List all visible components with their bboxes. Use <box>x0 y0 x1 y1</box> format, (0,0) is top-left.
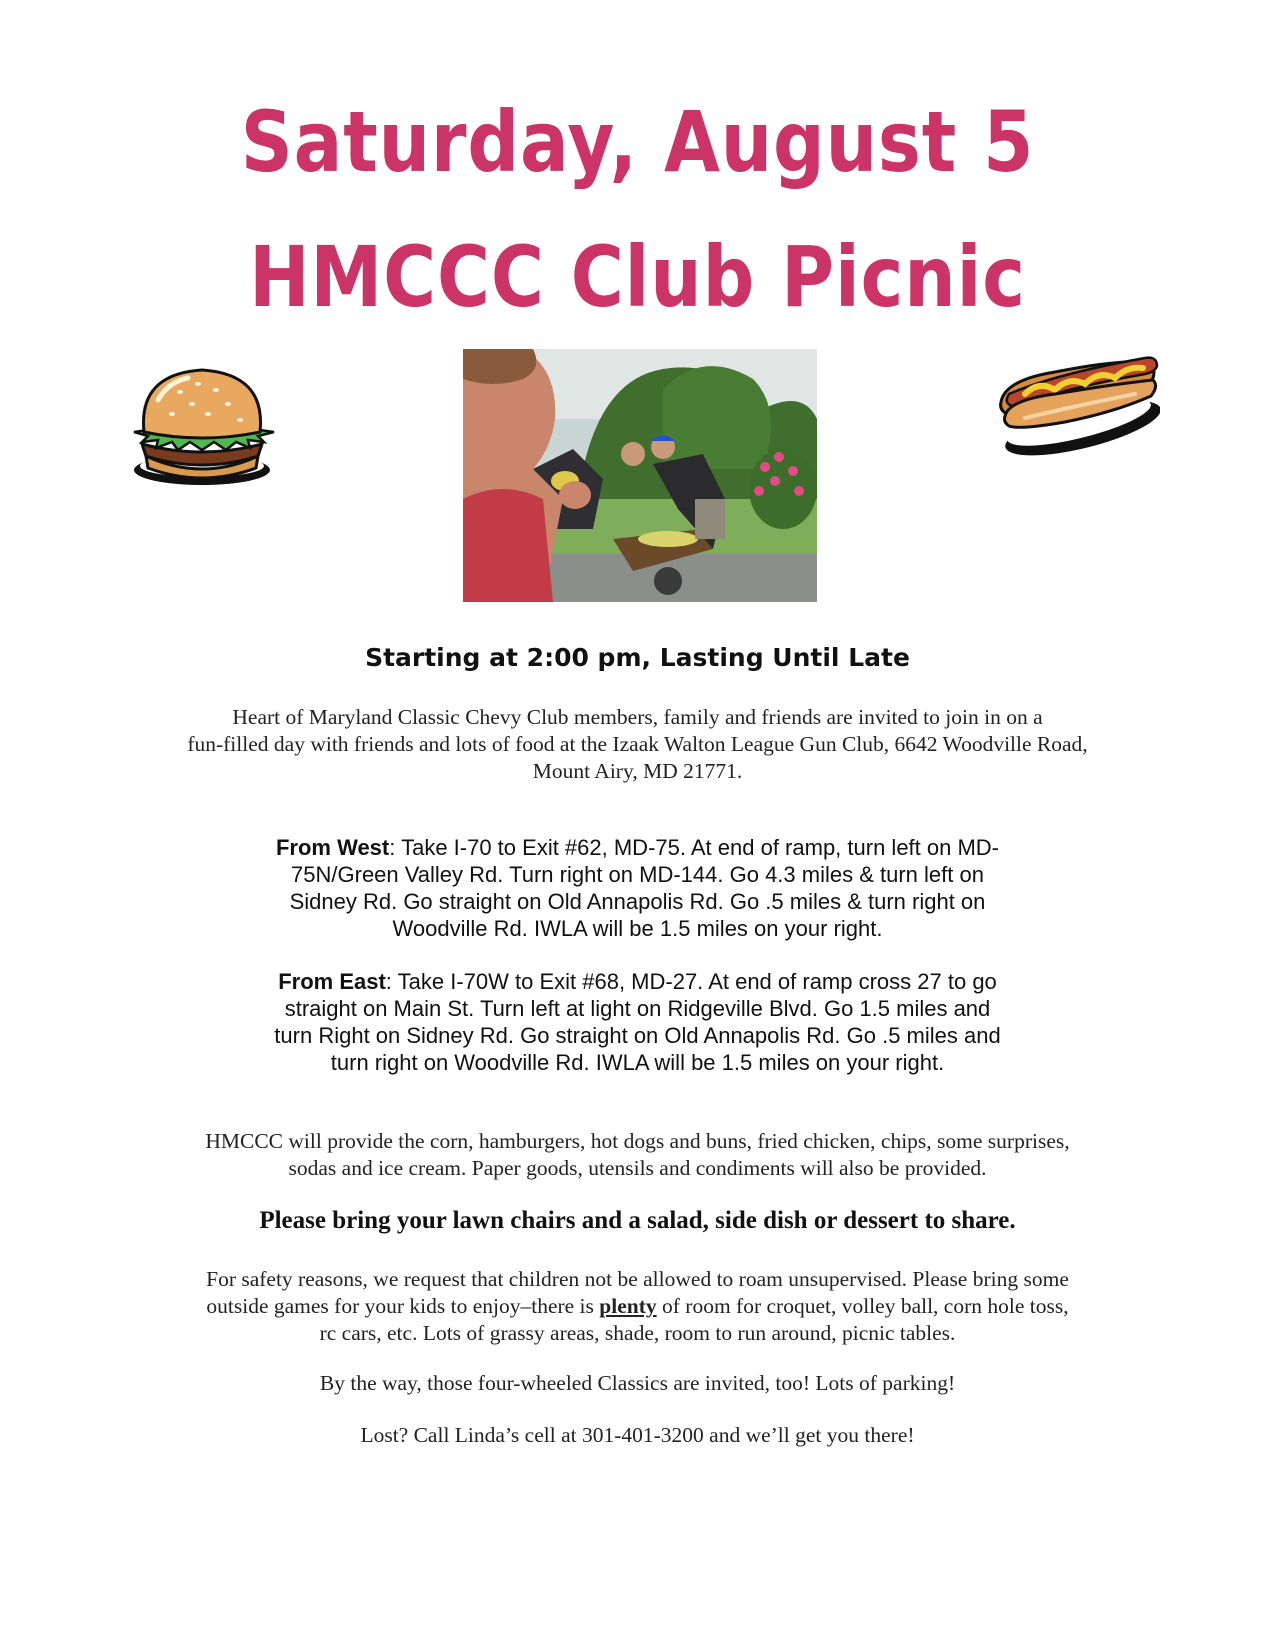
directions-from-west <box>200 834 1075 942</box>
heading-date: Saturday, August 5 <box>240 93 1035 191</box>
heading-event: HMCCC Club Picnic <box>249 228 1026 326</box>
directions-line: Woodville Rd. IWLA will be 1.5 miles on your right. <box>392 916 883 941</box>
hamburger-icon <box>128 360 280 498</box>
directions-line: 75N/Green Valley Rd. Turn right on MD-144. Go 4.3 miles & turn left on <box>291 862 984 887</box>
directions-line: turn Right on Sidney Rd. Go straight on Old Annapolis Rd. Go .5 miles and <box>274 1023 1001 1048</box>
directions-east-label: From East <box>278 969 386 994</box>
intro-line: fun-filled day with friends and lots of food at the Izaak Walton League Gun Club, 6642 Woodville Road, <box>187 732 1088 756</box>
safety-line <box>110 1293 1165 1320</box>
lost-contact-line: Lost? Call Linda’s cell at 301-401-3200 and we’ll get you there! <box>360 1423 915 1447</box>
directions-east-text: : Take I-70W to Exit #68, MD-27. At end of ramp cross 27 to go <box>385 969 997 994</box>
by-the-way-line: By the way, those four-wheeled Classics are invited, too! Lots of parking! <box>319 1371 956 1395</box>
directions-line: straight on Main St. Turn left at light on Ridgeville Blvd. Go 1.5 miles and <box>284 996 991 1021</box>
plenty-emphasis: plenty <box>599 1294 657 1318</box>
bring-request: Please bring your lawn chairs and a salad, side dish or dessert to share. <box>259 1207 1016 1234</box>
intro-line: Mount Airy, MD 21771. <box>532 759 743 783</box>
directions-line <box>200 834 1075 861</box>
safety-paragraph <box>110 1266 1165 1347</box>
hot-dog-icon <box>995 350 1160 460</box>
intro-line: Heart of Maryland Classic Chevy Club members, family and friends are invited to join in on a <box>232 705 1043 729</box>
schedule-text: Starting at 2:00 pm, Lasting Until Late <box>365 643 910 672</box>
safety-text: of room for croquet, volley ball, corn hole toss, <box>656 1294 1069 1318</box>
provided-line: sodas and ice cream. Paper goods, utensils and condiments will also be provided. <box>288 1156 987 1180</box>
safety-line: For safety reasons, we request that children not be allowed to roam unsupervised. Please bring some <box>206 1267 1069 1291</box>
directions-west-label: From West <box>275 835 390 860</box>
provided-items-paragraph <box>110 1128 1165 1182</box>
intro-paragraph <box>100 704 1175 785</box>
safety-text: outside games for your kids to enjoy–there is <box>206 1294 600 1318</box>
directions-line <box>200 968 1075 995</box>
directions-line: turn right on Woodville Rd. IWLA will be 1.5 miles on your right. <box>330 1050 945 1075</box>
directions-from-east <box>200 968 1075 1076</box>
provided-line: HMCCC will provide the corn, hamburgers, hot dogs and buns, fried chicken, chips, some surprises, <box>205 1129 1070 1153</box>
directions-line: Sidney Rd. Go straight on Old Annapolis Rd. Go .5 miles & turn right on <box>289 889 986 914</box>
directions-west-text: : Take I-70 to Exit #62, MD-75. At end of ramp, turn left on MD- <box>389 835 1000 860</box>
safety-line: rc cars, etc. Lots of grassy areas, shade, room to run around, picnic tables. <box>319 1321 956 1345</box>
picnic-photo <box>463 349 817 602</box>
